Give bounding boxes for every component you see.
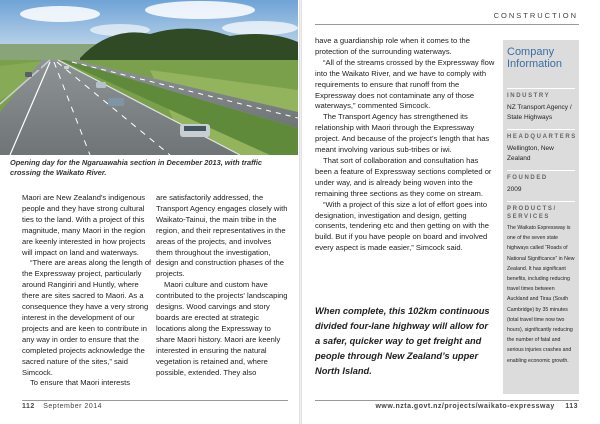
paragraph: “With a project of this size a lot of effort goes into designation, investigation and design, getting consents, tendering etc and then getting on with the build. But if you have people on board and involved every aspect is made easier,” Simcock said. bbox=[315, 199, 489, 253]
headquarters-value: Wellington, New Zealand bbox=[507, 145, 554, 162]
products-label: PRODUCTS/ SERVICES bbox=[507, 206, 557, 220]
paragraph: “All of the streams crossed by the Expressway flow into the Waikato River, and we have to comply with requirements to ensure that runoff from the Expressway does not contaminate any of those waterways,” commented Simcock. bbox=[315, 57, 495, 111]
section-title: CONSTRUCTION bbox=[493, 11, 578, 20]
right-footer bbox=[375, 403, 578, 410]
paragraph: “There are areas along the length of the Expressway project, particularly around Rangiriri and Huntly, where there are sites sacred to Maori. As a consequence they have a very strong interest in the development of our projects and are keen to contribute in any way in order to ensure that the completed projects acknowledge the sacred nature of the sites,” said Simcock. bbox=[22, 258, 152, 377]
project-url[interactable]: www.nzta.govt.nz/projects/waikato-expressway bbox=[375, 403, 555, 410]
page-number: 113 bbox=[565, 403, 578, 410]
footer-rule bbox=[315, 400, 579, 401]
company-info-sidebar bbox=[503, 40, 579, 394]
sidebar-rule bbox=[507, 201, 575, 202]
paragraph: To ensure that Maori interests bbox=[30, 378, 131, 388]
sidebar-rule bbox=[507, 170, 575, 171]
paragraph: are satisfactorily addressed, the Transport Agency engages closely with Waikato-Tainui, the main tribe in the region, and their representatives in the areas of the projects, and involves them throughout the investigation, design and construction phases of the projects. bbox=[156, 193, 288, 279]
page-number: 112 bbox=[22, 403, 35, 410]
body-column-2 bbox=[156, 193, 288, 378]
body-column-3 bbox=[315, 36, 497, 254]
headquarters-label: HEADQUARTERS bbox=[507, 134, 577, 140]
sidebar-rule bbox=[507, 88, 575, 89]
paragraph: The Transport Agency has strengthened its relationship with Maori through the Expressway project. And because of the project’s length that has meant involving various sub-tribes or iwi. bbox=[315, 112, 490, 155]
founded-label: FOUNDED bbox=[507, 175, 548, 181]
left-footer bbox=[22, 403, 102, 410]
paragraph: Maori culture and custom have contributed to the projects' landscaping designs. Wood carvings and story boards are erected at strategic locations along the Expressway to share Maori history. Maori are keenly interested in ensuring the natural vegetation is retained and, where possible, extended. They also bbox=[156, 280, 288, 377]
pull-quote: When complete, this 102km continuous divided four-lane highway will allow for a safer, quicker way to get freight and people through New Zealand’s upper North Island. bbox=[315, 306, 490, 376]
footer-rule bbox=[22, 400, 288, 401]
expressway-photo bbox=[0, 0, 298, 155]
founded-value: 2009 bbox=[507, 186, 522, 193]
paragraph: That sort of collaboration and consultation has been a feature of Expressway sections completed or under way, and is already being woven into the remaining three sections as they come on stream. bbox=[315, 155, 492, 198]
products-value: The Waikato Expressway is one of the seven state highways called “Roads of National Significance” in New Zealand. It has significant benefits, including reducing travel times between Auckland and Tirau (South Cambridge) by 35 minutes (total travel time now two hours), significantly reducing the number of fatal and serious injuries crashes and enabling economic growth. bbox=[507, 225, 575, 364]
body-column-1 bbox=[22, 193, 152, 389]
industry-value: NZ Transport Agency / State Highways bbox=[507, 104, 572, 121]
paragraph: have a guardianship role when it comes to the protection of the surrounding waterways. bbox=[315, 36, 470, 56]
header-rule bbox=[315, 24, 579, 25]
industry-label: INDUSTRY bbox=[507, 93, 551, 99]
issue-date: September 2014 bbox=[43, 403, 103, 410]
paragraph: Maori are New Zealand's indigenous people and they have strong cultural ties to the land. With a project of this magnitude, many Maori in the region are keenly interested in how projects will impact on land and waterways. bbox=[22, 193, 146, 257]
sidebar-title: Company Information bbox=[507, 46, 563, 70]
sidebar-rule bbox=[507, 129, 575, 130]
page-gutter bbox=[299, 0, 302, 424]
photo-caption: Opening day for the Ngaruawahia section in December 2013, with traffic crossing the Waikato River. bbox=[10, 158, 263, 177]
